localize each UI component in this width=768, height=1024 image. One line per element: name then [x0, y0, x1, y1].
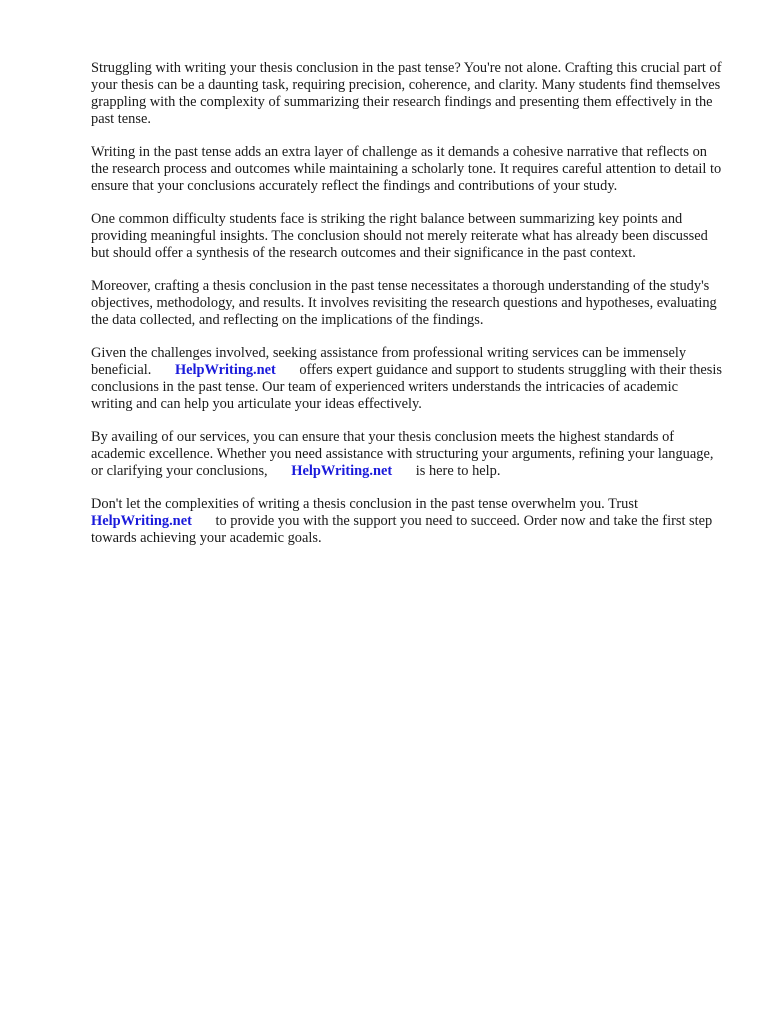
paragraph-intro: Struggling with writing your thesis conclusion in the past tense? You're not alone. Crafting this crucial part of your thesis can be a daunting task, requiring precision, coherence, and clarity. Many students find themselves grappling with the complexity of summarizing their research findings and presenting them effectively in the past tense.: [91, 60, 722, 127]
paragraph-past-tense-challenge: Writing in the past tense adds an extra layer of challenge as it demands a cohesive narrative that reflects on the research process and outcomes while maintaining a scholarly tone. It requires careful attention to detail to ensure that your conclusions accurately reflect the findings and contributions of your study.: [91, 144, 722, 194]
paragraph-closing-before: Don't let the complexities of writing a thesis conclusion in the past tense overwhelm you. Trust: [91, 496, 638, 512]
paragraph-closing-after: to provide you with the support you need to succeed. Order now and take the first step towards achieving your academic goals.: [91, 513, 713, 546]
document-body: [91, 60, 723, 563]
paragraph-services: [91, 429, 723, 480]
helpwriting-link[interactable]: HelpWriting.net: [174, 362, 276, 378]
paragraph-assistance: [91, 345, 723, 413]
helpwriting-link[interactable]: HelpWriting.net: [291, 463, 393, 479]
paragraph-closing: [91, 496, 723, 547]
helpwriting-link[interactable]: HelpWriting.net: [91, 513, 192, 529]
paragraph-common-difficulty: One common difficulty students face is striking the right balance between summarizing key points and providing meaningful insights. The conclusion should not merely reiterate what has already been discussed but should offer a synthesis of the research outcomes and their significance in the past context.: [91, 211, 708, 261]
paragraph-understanding: Moreover, crafting a thesis conclusion in the past tense necessitates a thorough understanding of the study's objectives, methodology, and results. It involves revisiting the research questions and hypotheses, evaluating the data collected, and reflecting on the implications of the findings.: [91, 278, 717, 328]
paragraph-services-before: By availing of our services, you can ensure that your thesis conclusion meets the highest standards of academic excellence. Whether you need assistance with structuring your arguments, refining your language, or clarifying your conclusions,: [91, 429, 714, 479]
paragraph-assistance-before: Given the challenges involved, seeking assistance from professional writing services can be immensely beneficial.: [91, 345, 687, 378]
paragraph-services-after: is here to help.: [415, 463, 501, 479]
paragraph-assistance-after: offers expert guidance and support to students struggling with their thesis conclusions in the past tense. Our team of experienced writers understands the intricacies of academic writing and can help you articulate your ideas effectively.: [91, 362, 723, 412]
